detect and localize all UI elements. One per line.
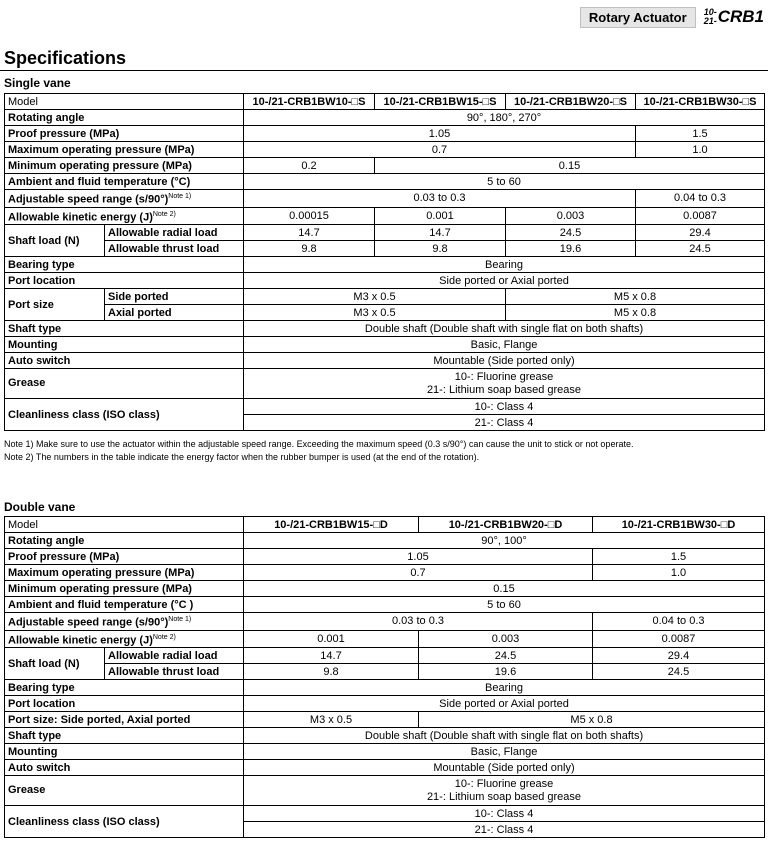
value-cell: 24.5 [419, 648, 593, 664]
row-label: Port size: Side ported, Axial ported [5, 712, 244, 728]
value-cell: M3 x 0.5 [244, 289, 506, 305]
model-cell: 10-/21-CRB1BW20-□D [419, 517, 593, 533]
model-cell: 10-/21-CRB1BW20-□S [506, 94, 636, 110]
model-cell: 10-/21-CRB1BW15-□S [375, 94, 506, 110]
row-label: Ambient and fluid temperature (°C ) [5, 597, 244, 613]
model-label: Model [5, 94, 244, 110]
value-cell: 1.0 [636, 142, 765, 158]
table-row [5, 126, 765, 142]
value-cell: 0.00015 [244, 207, 375, 225]
value-cell: 10-: Fluorine grease 21-: Lithium soap based grease [244, 369, 765, 399]
note-ref: Note 1) [168, 193, 192, 200]
value-cell: Bearing [244, 257, 765, 273]
value-cell: 90°, 180°, 270° [244, 110, 765, 126]
row-label: Bearing type [5, 257, 244, 273]
table-row [5, 337, 765, 353]
value-cell: 0.04 to 0.3 [593, 613, 765, 631]
value-cell: Side ported or Axial ported [244, 273, 765, 289]
sub-label: Allowable radial load [105, 648, 244, 664]
table-row [5, 728, 765, 744]
table-row [5, 664, 765, 680]
value-cell: 14.7 [244, 225, 375, 241]
value-cell: 0.7 [244, 142, 636, 158]
value-cell: 0.15 [375, 158, 765, 174]
table-row [5, 581, 765, 597]
row-label: Shaft type [5, 321, 244, 337]
value-cell: 0.0087 [593, 630, 765, 648]
row-label: Adjustable speed range $(s/90^\circ)^{Note 1)}$ [5, 190, 244, 208]
row-label: Mounting [5, 337, 244, 353]
row-label: Shaft load (N) [5, 648, 105, 680]
double-vane-table [4, 516, 765, 838]
value-cell: 0.003 [506, 207, 636, 225]
double-vane-heading: Double vane [4, 500, 76, 514]
table-row [5, 94, 765, 110]
value-cell: M3 x 0.5 [244, 305, 506, 321]
table-row [5, 613, 765, 631]
model-cell: 10-/21-CRB1BW30-□D [593, 517, 765, 533]
value-cell: 19.6 [419, 664, 593, 680]
value-cell: 10-: Class 4 [244, 806, 765, 822]
page-title: Specifications [4, 48, 127, 68]
value-cell: 21-: Class 4 [244, 822, 765, 838]
row-label: Rotating angle [5, 110, 244, 126]
value-cell: 0.03 to 0.3 [244, 613, 593, 631]
table-row [5, 696, 765, 712]
row-label: Mounting [5, 744, 244, 760]
series-main: CRB1 [717, 7, 764, 26]
value-cell: Basic, Flange [244, 337, 765, 353]
value-cell: 0.001 [244, 630, 419, 648]
value-cell: 9.8 [244, 664, 419, 680]
value-cell: 9.8 [375, 241, 506, 257]
note-ref: Note 2) [152, 210, 176, 218]
row-label: Port location [5, 273, 244, 289]
row-label: Cleanliness class (ISO class) [5, 399, 244, 431]
value-cell: 24.5 [506, 225, 636, 241]
row-label: Auto switch [5, 353, 244, 369]
value-cell: 5 to 60 [244, 174, 765, 190]
table-row [5, 289, 765, 305]
series-prefix-bottom: 21- [703, 16, 717, 26]
value-cell: 0.2 [244, 158, 375, 174]
table-row [5, 648, 765, 664]
model-cell: 10-/21-CRB1BW10-□S [244, 94, 375, 110]
table-row [5, 533, 765, 549]
value-cell: 29.4 [636, 225, 765, 241]
sub-label: Allowable radial load [105, 225, 244, 241]
single-vane-heading: Single vane [4, 76, 71, 90]
value-cell: Double shaft (Double shaft with single flat on both shafts) [244, 321, 765, 337]
footnote: Note 1) Make sure to use the actuator within the adjustable speed range. Exceeding the maximum speed (0.3 s/90°) can cause the unit to stick or not operate. [4, 439, 634, 449]
table-row [5, 712, 765, 728]
value-cell: 5 to 60 [244, 597, 765, 613]
row-label: Proof pressure (MPa) [5, 126, 244, 142]
section-badge: Rotary Actuator [580, 7, 696, 28]
value-cell: 1.05 [244, 126, 636, 142]
page-header [580, 6, 764, 28]
footnote: Note 2) The numbers in the table indicate the energy factor when the rubber bumper is used (at the end of the rotation). [4, 452, 480, 462]
row-label: Proof pressure (MPa) [5, 549, 244, 565]
table-row [5, 190, 765, 208]
table-row [5, 257, 765, 273]
row-label: Port location [5, 696, 244, 712]
table-row [5, 399, 765, 415]
value-cell: 14.7 [244, 648, 419, 664]
value-cell: 0.001 [375, 207, 506, 225]
row-label: Cleanliness class (ISO class) [5, 806, 244, 838]
value-cell: 0.0087 [636, 207, 765, 225]
value-cell: M5 x 0.8 [506, 289, 765, 305]
sub-label: Axial ported [105, 305, 244, 321]
row-label: Maximum operating pressure (MPa) [5, 565, 244, 581]
value-cell: 0.03 to 0.3 [244, 190, 636, 208]
value-cell: Bearing [244, 680, 765, 696]
sub-label: Allowable thrust load [105, 241, 244, 257]
table-row [5, 305, 765, 321]
row-label: Shaft load (N) [5, 225, 105, 257]
series-name [704, 7, 764, 27]
row-label: Port size [5, 289, 105, 321]
row-label: Bearing type [5, 680, 244, 696]
value-cell: 24.5 [593, 664, 765, 680]
value-cell: 9.8 [244, 241, 375, 257]
row-label: Minimum operating pressure (MPa) [5, 581, 244, 597]
row-label: Rotating angle [5, 533, 244, 549]
table-row [5, 549, 765, 565]
value-cell: 10-: Fluorine grease 21-: Lithium soap based grease [244, 776, 765, 806]
value-cell: 24.5 [636, 241, 765, 257]
value-cell: Side ported or Axial ported [244, 696, 765, 712]
table-row [5, 806, 765, 822]
row-label: Ambient and fluid temperature (°C) [5, 174, 244, 190]
table-row [5, 630, 765, 648]
value-cell: Double shaft (Double shaft with single flat on both shafts) [244, 728, 765, 744]
row-label: Grease [5, 776, 244, 806]
table-row [5, 207, 765, 225]
value-cell: 1.0 [593, 565, 765, 581]
table-row [5, 142, 765, 158]
table-row [5, 597, 765, 613]
table-row [5, 321, 765, 337]
table-row [5, 174, 765, 190]
value-cell: 14.7 [375, 225, 506, 241]
value-cell: M5 x 0.8 [419, 712, 765, 728]
model-cell: 10-/21-CRB1BW30-□S [636, 94, 765, 110]
value-cell: 1.05 [244, 549, 593, 565]
table-row [5, 680, 765, 696]
row-label: Adjustable speed range $(s/90^\circ)^{Note 1)}$ [5, 613, 244, 631]
row-label: Auto switch [5, 760, 244, 776]
model-cell: 10-/21-CRB1BW15-□D [244, 517, 419, 533]
note-ref: Note 2) [152, 633, 176, 641]
table-row [5, 776, 765, 806]
value-cell: Mountable (Side ported only) [244, 760, 765, 776]
table-row [5, 565, 765, 581]
row-label: Minimum operating pressure (MPa) [5, 158, 244, 174]
value-cell: M3 x 0.5 [244, 712, 419, 728]
table-row [5, 241, 765, 257]
value-cell: 0.04 to 0.3 [636, 190, 765, 208]
value-cell: 1.5 [593, 549, 765, 565]
value-cell: 0.003 [419, 630, 593, 648]
table-row [5, 353, 765, 369]
sub-label: Allowable thrust load [105, 664, 244, 680]
table-row [5, 225, 765, 241]
value-cell: 90°, 100° [244, 533, 765, 549]
row-label: Shaft type [5, 728, 244, 744]
value-cell: 10-: Class 4 [244, 399, 765, 415]
row-label: Maximum operating pressure (MPa) [5, 142, 244, 158]
table-row [5, 760, 765, 776]
value-cell: 19.6 [506, 241, 636, 257]
single-vane-table [4, 93, 765, 431]
value-cell: Basic, Flange [244, 744, 765, 760]
sub-label: Side ported [105, 289, 244, 305]
table-row [5, 110, 765, 126]
title-divider [0, 70, 768, 71]
value-cell: 29.4 [593, 648, 765, 664]
model-label: Model [5, 517, 244, 533]
row-label: Grease [5, 369, 244, 399]
value-cell: 21-: Class 4 [244, 415, 765, 431]
series-prefix-top: 10- [703, 7, 717, 17]
value-cell: 0.15 [244, 581, 765, 597]
table-row [5, 517, 765, 533]
value-cell: 1.5 [636, 126, 765, 142]
value-cell: Mountable (Side ported only) [244, 353, 765, 369]
row-label: Allowable kinetic energy $(J)^{Note 2)}$ [5, 207, 244, 225]
value-cell: 0.7 [244, 565, 593, 581]
value-cell: M5 x 0.8 [506, 305, 765, 321]
table-row [5, 369, 765, 399]
table-row [5, 158, 765, 174]
note-ref: Note 1) [168, 616, 192, 623]
table-row [5, 744, 765, 760]
row-label: Allowable kinetic energy $(J)^{Note 2)}$ [5, 630, 244, 648]
table-row [5, 273, 765, 289]
